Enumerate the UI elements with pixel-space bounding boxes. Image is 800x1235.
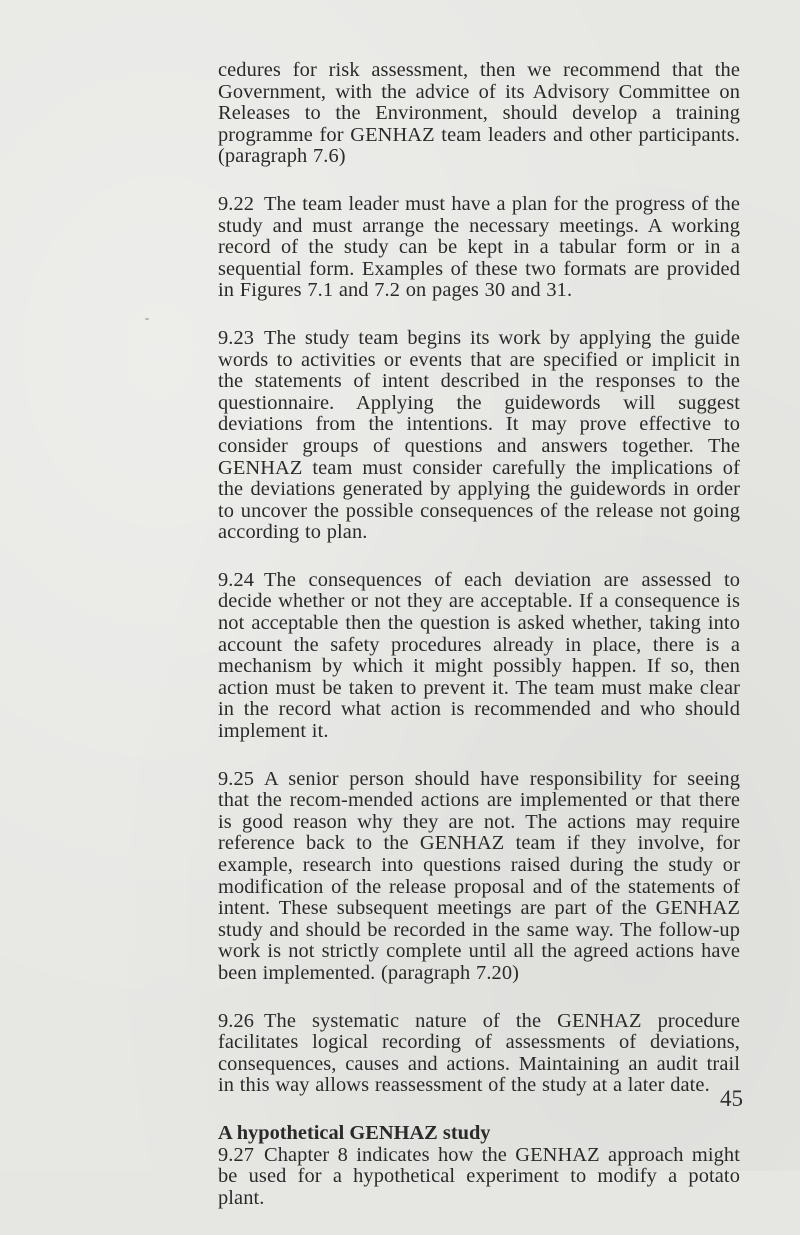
paragraph-9-25 <box>218 769 740 985</box>
paragraph-9-26 <box>218 1011 740 1097</box>
section-heading: A hypothetical GENHAZ study <box>218 1121 491 1144</box>
paragraph-text: Chapter 8 indicates how the GENHAZ approach might be used for a hypothetical experiment to modify a potato plant. <box>218 1143 740 1209</box>
paragraph-9-22 <box>218 194 740 302</box>
paragraph-continuation <box>218 60 740 168</box>
paragraph-number: 9.22 <box>218 192 255 215</box>
paragraph-text: A senior person should have responsibility for seeing that the recom-mended actions are implemented or that there is good reason why they are not. The actions may require reference back to the GENHAZ team if they involve, for example, research into questions raised during the study or modification of the release proposal and of the statements of intent. These subsequent meetings are part of the GENHAZ study and should be recorded in the same way. The follow-up work is not strictly complete until all the agreed actions have been implemented. (paragraph 7.20) <box>218 767 740 984</box>
paragraph-9-27 <box>218 1145 740 1210</box>
paragraph-9-24 <box>218 570 740 743</box>
paragraph-number: 9.23 <box>218 326 255 349</box>
paragraph-text: cedures for risk assessment, then we recommend that the Government, with the advice of its Advisory Committee on Releases to the Environment, should develop a training programme for GENHAZ team leaders and other participants. (paragraph 7.6) <box>218 59 740 168</box>
paragraph-number: 9.25 <box>218 767 255 790</box>
paragraph-text: The systematic nature of the GENHAZ procedure facilitates logical recording of assessments of deviations, consequences, causes and actions. Maintaining an audit trail in this way allows reassessment of the study at a later date. <box>218 1009 740 1097</box>
paragraph-text: The team leader must have a plan for the progress of the study and must arrange the necessary meetings. A working record of the study can be kept in a tabular form or in a sequential form. Examples of these two formats are provided in Figures 7.1 and 7.2 on pages 30 and 31. <box>218 192 740 302</box>
paragraph-number: 9.27 <box>218 1143 255 1166</box>
document-body <box>218 60 740 1235</box>
page-number: 45 <box>720 1086 743 1111</box>
paragraph-text: The study team begins its work by applying the guide words to activities or events that are specified or implicit in the statements of intent described in the responses to the questionnaire. Applying the guidewords will suggest deviations from the intentions. It may prove effective to consider groups of questions and answers together. The GENHAZ team must consider carefully the implications of the deviations generated by applying the guidewords in order to uncover the possible consequences of the release not going according to plan. <box>218 326 740 544</box>
paragraph-number: 9.24 <box>218 568 255 591</box>
paragraph-number: 9.26 <box>218 1009 255 1032</box>
paragraph-9-23 <box>218 328 740 544</box>
paragraph-text: The consequences of each deviation are assessed to decide whether or not they are acceptable. If a consequence is not acceptable then the question is asked whether, taking into account the safety procedures already in place, there is a mechanism by which it might possibly happen. If so, then action must be taken to prevent it. The team must make clear in the record what action is recommended and who should implement it. <box>218 568 740 743</box>
paper-speck <box>145 318 149 320</box>
